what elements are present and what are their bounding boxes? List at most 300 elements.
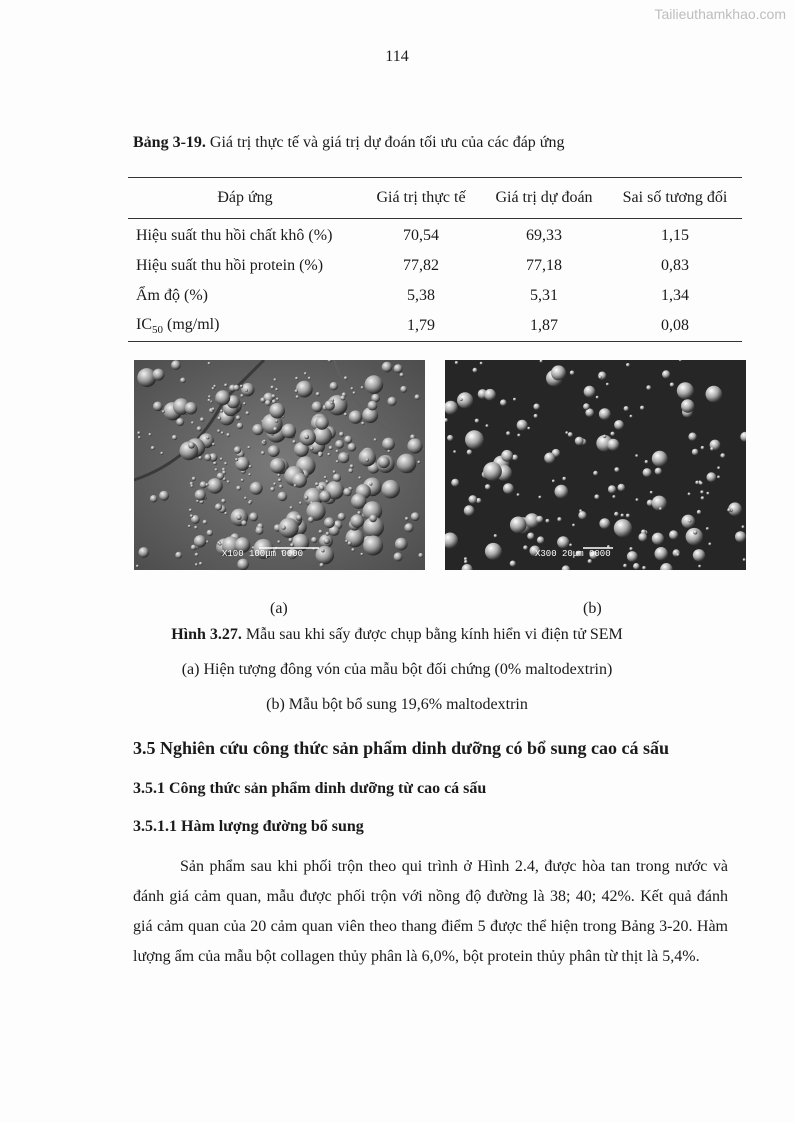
sem-particle <box>688 519 691 522</box>
ic50-prefix: IC <box>136 315 152 333</box>
sem-particle <box>172 435 177 440</box>
sem-particle <box>453 450 456 453</box>
sem-particle <box>248 473 251 476</box>
sem-particle <box>485 484 491 490</box>
sem-particle <box>353 391 356 394</box>
sem-particle <box>584 386 596 398</box>
table-cell: 77,18 <box>526 257 562 274</box>
sem-particle <box>706 386 723 403</box>
sem-particle <box>404 523 413 532</box>
sem-particle <box>501 450 513 462</box>
table-row <box>128 219 742 252</box>
sem-a-scale-label: X100 100μm 0000 <box>222 549 304 559</box>
sem-particle <box>319 530 323 534</box>
sem-particle <box>139 547 150 558</box>
sem-particle <box>329 446 333 450</box>
sem-particle <box>662 370 670 378</box>
sem-particle <box>226 433 230 437</box>
sem-particle <box>735 531 746 542</box>
sem-particle <box>195 553 199 557</box>
sem-particle <box>188 442 195 449</box>
sem-particle <box>480 362 483 365</box>
sem-particle <box>594 494 599 499</box>
sem-particle <box>527 427 530 430</box>
sem-particle <box>199 562 202 565</box>
sem-particle <box>200 417 204 421</box>
sem-particle <box>457 392 473 408</box>
sem-particle <box>350 464 354 468</box>
page-number: 114 <box>385 48 409 65</box>
sem-particle <box>382 438 395 451</box>
sem-particle <box>655 468 662 475</box>
sem-particle <box>325 480 328 483</box>
figure-label-b: (b) <box>583 600 602 617</box>
table-cell: 69,33 <box>526 227 562 244</box>
sem-particle <box>294 484 297 487</box>
sem-particle <box>464 560 468 564</box>
sem-particle <box>575 437 584 446</box>
sem-particle <box>494 534 497 537</box>
sem-particle <box>304 496 308 500</box>
table-cell: 0,83 <box>661 257 689 274</box>
sem-particle <box>204 454 211 461</box>
sem-particle <box>626 363 630 367</box>
sem-particle <box>279 485 283 489</box>
sem-particle <box>596 396 599 399</box>
sem-particle <box>192 477 196 481</box>
sem-particle <box>194 535 206 547</box>
sem-particle <box>618 484 626 492</box>
sem-particle <box>270 487 275 492</box>
sem-particle <box>344 436 352 444</box>
sem-particle <box>701 496 705 500</box>
sem-particle <box>681 399 694 412</box>
sem-particle <box>527 533 534 540</box>
sem-particle <box>720 453 725 458</box>
sem-particle <box>315 482 319 486</box>
sem-particle <box>260 397 265 402</box>
sem-particle <box>215 503 222 510</box>
sem-particle <box>185 402 197 414</box>
sem-particle <box>150 495 157 502</box>
sem-particle <box>652 533 664 545</box>
sem-particle <box>324 476 327 479</box>
sem-particle <box>369 515 377 523</box>
sem-particle <box>517 493 520 496</box>
sem-b-scale-label: X300 20μm 0000 <box>535 549 611 559</box>
sem-particle <box>387 397 396 406</box>
sem-particle <box>659 507 662 510</box>
sem-particle <box>536 516 543 523</box>
sem-particle <box>243 402 246 405</box>
sem-particle <box>296 381 313 398</box>
sem-particle <box>727 508 731 512</box>
sem-particle <box>361 422 364 425</box>
sem-particle <box>195 563 198 566</box>
sem-particle <box>191 421 194 424</box>
sem-particle <box>610 432 614 436</box>
table-cell: 1,79 <box>362 311 480 342</box>
sem-particle <box>693 549 705 561</box>
sem-particle <box>241 520 247 526</box>
sem-particle <box>400 386 407 393</box>
sem-particle <box>447 435 453 441</box>
sem-particle <box>180 378 186 384</box>
sem-particle <box>455 361 458 364</box>
sem-particle <box>670 383 674 387</box>
sem-particle <box>205 483 208 486</box>
sem-particle <box>717 466 720 469</box>
sem-particle <box>603 435 606 438</box>
sem-particle <box>417 461 420 464</box>
sem-particle <box>290 543 294 547</box>
sem-particle <box>640 406 644 410</box>
sem-particle <box>650 491 653 494</box>
sem-particle <box>483 462 502 481</box>
sem-particle <box>295 377 298 380</box>
sem-particle <box>271 386 275 390</box>
sem-particle <box>237 559 249 570</box>
sem-particle <box>255 527 263 535</box>
sem-particle <box>652 451 668 467</box>
sem-particle <box>676 553 679 556</box>
sem-particle <box>345 540 348 543</box>
sem-particle <box>162 410 165 413</box>
sem-particle <box>475 419 479 423</box>
sem-particle <box>467 450 472 455</box>
sem-particle <box>642 566 646 570</box>
sem-particle <box>278 478 282 482</box>
sem-particle <box>351 548 354 551</box>
sem-particle <box>304 372 307 375</box>
sem-particle <box>224 384 227 387</box>
sem-particle <box>692 449 699 456</box>
sem-particle <box>272 394 276 398</box>
sem-particle <box>513 398 516 401</box>
sem-particle <box>338 452 349 463</box>
sem-particle <box>614 467 619 472</box>
sem-particle <box>451 479 459 487</box>
sem-particle <box>677 382 694 399</box>
sem-particle <box>742 525 745 528</box>
sem-particle <box>236 486 241 491</box>
sem-particle <box>623 564 627 568</box>
sem-particle <box>369 482 372 485</box>
sem-particle <box>378 456 390 468</box>
sem-particle <box>235 458 238 461</box>
figure-caption-text: Mẫu sau khi sấy được chụp bằng kính hiển vi điện tử SEM <box>241 626 623 643</box>
sem-particle <box>599 376 602 379</box>
sem-particle <box>635 454 638 457</box>
sem-particle <box>236 515 241 520</box>
sem-particle <box>365 458 369 462</box>
sem-particle <box>326 532 330 536</box>
sem-particle <box>220 410 223 413</box>
sem-particle <box>614 512 619 517</box>
sem-particle <box>349 410 362 423</box>
ic50-subscript: 50 <box>152 324 163 337</box>
figure-caption-label: Hình 3.27. <box>171 626 242 643</box>
sem-particle <box>159 491 169 501</box>
sem-particle <box>681 515 695 529</box>
sem-particle <box>633 563 640 570</box>
sem-particle <box>503 483 514 494</box>
sem-particle <box>484 389 496 401</box>
sem-image-b <box>445 360 746 570</box>
sem-particle <box>612 495 615 498</box>
sem-particle <box>237 423 243 429</box>
sem-particle <box>197 426 202 431</box>
sem-particle <box>743 558 746 561</box>
sem-particle <box>407 438 422 453</box>
figure-caption-line-b: (b) Mẫu bột bổ sung 19,6% maltodextrin <box>266 696 528 713</box>
sem-particle <box>544 453 555 464</box>
sem-particle <box>645 460 649 464</box>
sem-particle <box>335 440 344 449</box>
sem-particle <box>248 501 251 504</box>
sem-particle <box>506 431 510 435</box>
sem-particle <box>252 424 263 435</box>
sem-particle <box>175 552 182 559</box>
sem-particle <box>249 465 252 468</box>
sem-particle <box>359 449 376 466</box>
header-relative-error: Sai số tương đối <box>608 178 742 219</box>
sem-particle <box>537 536 544 543</box>
sem-particle <box>241 383 254 396</box>
sem-particle <box>270 458 285 473</box>
sem-particle <box>325 400 335 410</box>
sem-particle <box>614 519 632 537</box>
sem-particle <box>311 537 317 543</box>
sem-particle <box>339 432 344 437</box>
sem-particle <box>273 483 276 486</box>
sem-particle <box>308 377 311 380</box>
sem-particle <box>700 482 703 485</box>
sem-particle <box>517 434 520 437</box>
sem-particle <box>363 536 383 556</box>
sem-particle <box>208 399 211 402</box>
sem-particle <box>707 472 717 482</box>
sem-particle <box>365 375 384 394</box>
sem-particle <box>624 406 629 411</box>
sem-particle <box>336 460 339 463</box>
sem-particle <box>629 547 632 550</box>
sem-particle <box>568 432 573 437</box>
sem-particle <box>570 371 575 376</box>
table-cell: 0,08 <box>608 311 742 342</box>
table-cell: 5,31 <box>530 287 558 304</box>
sem-particle <box>277 474 280 477</box>
sem-particle <box>273 427 277 431</box>
sem-particle <box>361 386 364 389</box>
sem-particle <box>282 526 286 530</box>
sem-particle <box>220 458 223 461</box>
sem-particle <box>160 452 163 455</box>
sem-particle <box>551 365 566 380</box>
sem-particle <box>315 416 328 429</box>
sem-particle <box>397 454 417 474</box>
sem-particle <box>194 526 197 529</box>
sem-particle <box>330 401 333 404</box>
sem-particle <box>395 538 408 551</box>
table-cell: 1,34 <box>661 287 689 304</box>
sem-micrograph-b <box>445 360 746 570</box>
sem-particle <box>565 431 568 434</box>
sem-particle <box>224 462 227 465</box>
sem-particle <box>382 362 393 373</box>
sem-particle <box>336 450 339 453</box>
sem-particle <box>562 477 566 481</box>
sem-particle <box>351 387 354 390</box>
sem-particle <box>153 402 163 412</box>
sem-particle <box>643 468 652 477</box>
sem-particle <box>700 490 703 493</box>
sem-particle <box>190 485 193 488</box>
sem-particle <box>418 553 423 558</box>
sem-particle <box>153 369 165 381</box>
sem-particle <box>627 551 638 562</box>
sem-particle <box>706 492 709 495</box>
sem-particle <box>469 495 478 504</box>
sem-particle <box>221 431 224 434</box>
table-row <box>128 311 742 342</box>
figure-caption <box>0 626 794 644</box>
sem-particle <box>227 480 230 483</box>
sem-particle <box>304 435 309 440</box>
table-cell: 1,15 <box>661 227 689 244</box>
sem-particle <box>288 538 292 542</box>
sem-particle <box>245 389 248 392</box>
sem-particle <box>695 481 699 485</box>
sem-particle <box>316 392 320 396</box>
sem-particle <box>555 485 569 499</box>
sem-particle <box>212 443 215 446</box>
sem-particle <box>299 502 302 505</box>
sem-particle <box>217 429 220 432</box>
section-heading-3-5-1-1: 3.5.1.1 Hàm lượng đường bổ sung <box>133 818 364 835</box>
sem-particle <box>189 509 192 512</box>
table-cell: 5,38 <box>407 287 435 304</box>
body-paragraph: Sản phẩm sau khi phối trộn theo qui trình ở Hình 2.4, được hòa tan trong nước và đánh giá cảm quan, mẫu được phối trộn với nồng độ đường là 38; 40; 42%. Kết quả đánh giá cảm quan của 20 cảm quan viên theo thang điểm 5 được thể hiện trong Bảng 3-20. Hàm lượng ẩm của mẫu bột collagen thủy phân là 6,0%, bột protein thủy phân từ thịt là 5,4%. <box>133 858 728 965</box>
sem-particle <box>244 497 247 500</box>
sem-particle <box>208 362 211 365</box>
sem-particle <box>698 565 701 568</box>
sem-particle <box>517 420 528 431</box>
sem-particle <box>485 543 502 560</box>
sem-micrograph-a <box>134 360 425 570</box>
sem-particle <box>321 549 324 552</box>
figure-label-a: (a) <box>270 600 288 617</box>
sem-particle <box>149 433 152 436</box>
sem-particle <box>588 559 592 563</box>
sem-particle <box>415 394 420 399</box>
sem-particle <box>137 431 140 434</box>
sem-particle <box>360 553 363 556</box>
watermark: Tailieuthamkhao.com <box>654 6 786 22</box>
sem-particle <box>236 415 241 420</box>
sem-particle <box>240 385 243 388</box>
sem-particle <box>221 499 226 504</box>
sem-particle <box>368 401 378 411</box>
sem-particle <box>333 474 341 482</box>
sem-particle <box>381 480 400 499</box>
table-cell: 1,87 <box>480 311 608 342</box>
header-actual: Giá trị thực tế <box>362 178 480 219</box>
sem-particle <box>598 372 606 380</box>
sem-particle <box>405 517 409 521</box>
sem-particle <box>621 514 624 517</box>
sem-particle <box>308 517 314 523</box>
sem-particle <box>277 540 280 543</box>
sem-particle <box>206 436 209 439</box>
sem-particle <box>250 482 263 495</box>
sem-particle <box>599 408 611 420</box>
sem-particle <box>212 407 215 410</box>
sem-image-a <box>134 360 425 570</box>
sem-particle <box>343 488 351 496</box>
header-response: Đáp ứng <box>128 178 362 219</box>
sem-particle <box>350 514 364 528</box>
sem-particle <box>249 512 258 521</box>
sem-particle <box>387 450 390 453</box>
sem-particle <box>207 478 223 494</box>
sem-particle <box>344 413 347 416</box>
sem-particle <box>207 530 213 536</box>
sem-particle <box>136 565 139 568</box>
sem-particle <box>319 454 322 457</box>
sem-particle <box>246 411 250 415</box>
table-caption-text: Giá trị thực tế và giá trị dự đoán tối ưu của các đáp ứng <box>205 134 565 151</box>
table-row <box>128 281 742 311</box>
sem-particle <box>546 519 550 523</box>
sem-particle <box>630 415 633 418</box>
sem-particle <box>319 485 325 491</box>
sem-particle <box>693 530 697 534</box>
sem-particle <box>500 399 507 406</box>
sem-particle <box>213 461 217 465</box>
sem-particle <box>344 376 348 380</box>
sem-particle <box>188 525 191 528</box>
sem-particle <box>538 496 541 499</box>
sem-particle <box>203 520 208 525</box>
sem-particle <box>697 510 701 514</box>
sem-particle <box>268 445 280 457</box>
sem-particle <box>310 447 313 450</box>
table-caption-label: Bảng 3-19. <box>133 134 206 151</box>
sem-particle <box>411 512 420 521</box>
figure-caption-line-a: (a) Hiện tượng đông vón của mẫu bột đối chứng (0% maltodextrin) <box>181 661 613 678</box>
sem-particle <box>296 515 302 521</box>
sem-particle <box>208 395 211 398</box>
sem-particle <box>269 403 285 419</box>
sem-particle <box>400 373 404 377</box>
sem-particle <box>523 545 528 550</box>
sem-particle <box>465 430 484 449</box>
sem-particle <box>219 543 222 546</box>
sem-particle <box>374 438 377 441</box>
sem-particle <box>534 414 538 418</box>
sem-particle <box>626 514 630 518</box>
sem-particle <box>240 394 243 397</box>
sem-particle <box>348 541 352 545</box>
sem-particle <box>275 419 278 422</box>
sem-particle <box>190 514 193 517</box>
sem-particle <box>320 563 324 567</box>
sem-particle <box>217 416 221 420</box>
sem-particle <box>646 385 651 390</box>
sem-particle <box>340 396 345 401</box>
sem-particle <box>263 440 266 443</box>
